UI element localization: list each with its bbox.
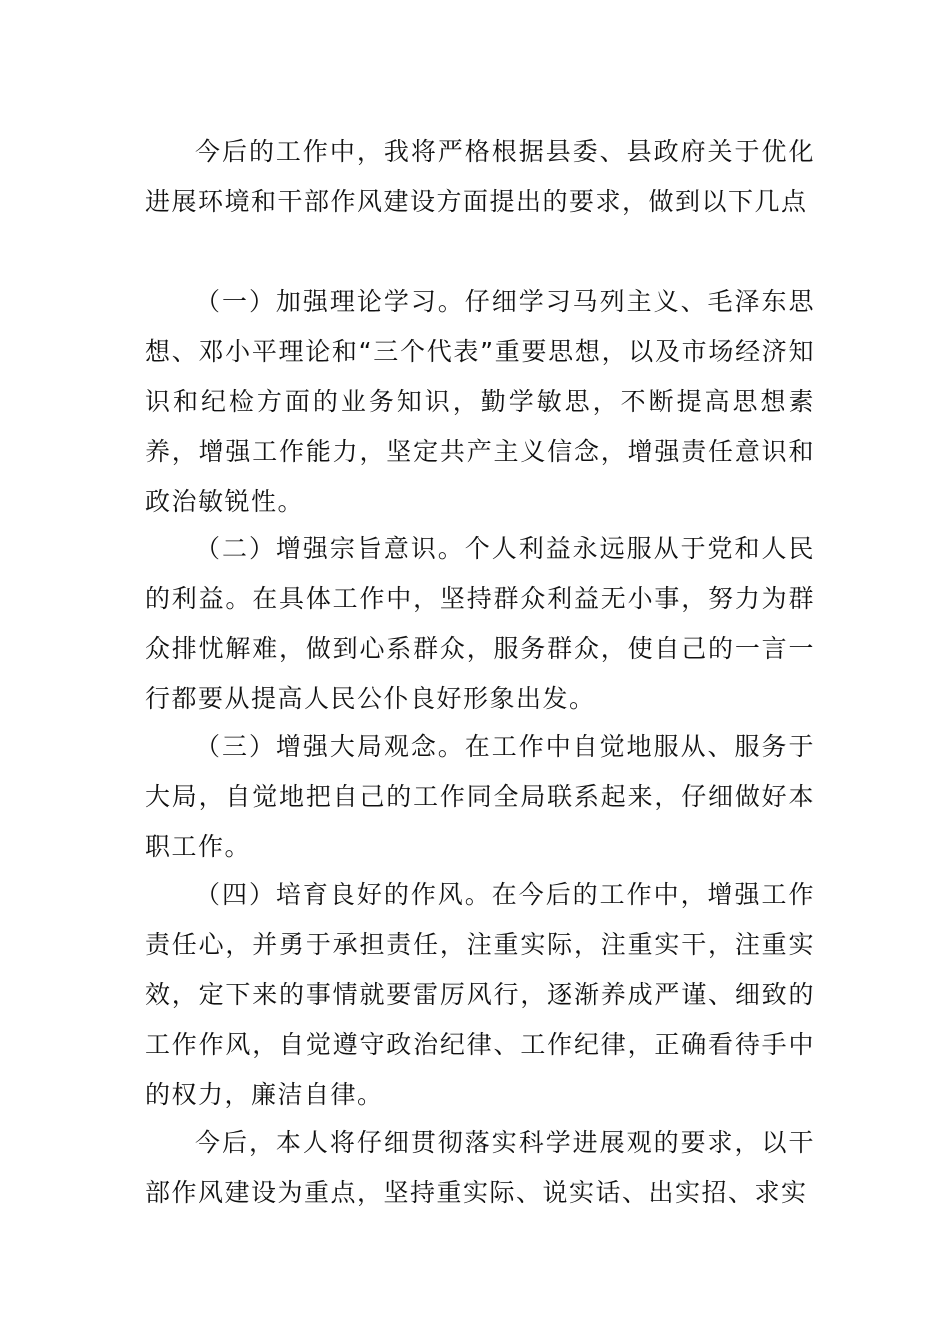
point-three-paragraph: （三）增强大局观念。在工作中自觉地服从、服务于大局，自觉地把自己的工作同全局联系起来，仔细做好本职工作。 [145,732,815,861]
point-four-paragraph: （四）培育良好的作风。在今后的工作中，增强工作责任心，并勇于承担责任，注重实际，注重实干，注重实效，定下来的事情就要雷厉风行，逐渐养成严谨、细致的工作作风，自觉遵守政治纪律、工作纪律，正确看待手中的权力，廉洁自律。 [145,880,815,1109]
point-two-paragraph: （二）增强宗旨意识。个人利益永远服从于党和人民的利益。在具体工作中，坚持群众利益无小事，努力为群众排忧解难，做到心系群众，服务群众，使自己的一言一行都要从提高人民公仆良好形象出发。 [145,534,815,713]
intro-paragraph: 今后的工作中，我将严格根据县委、县政府关于优化进展环境和干部作风建设方面提出的要求，做到以下几点 [145,137,815,216]
point-one-paragraph: （一）加强理论学习。仔细学习马列主义、毛泽东思想、邓小平理论和“三个代表”重要思想，以及市场经济知识和纪检方面的业务知识，勤学敏思，不断提高思想素养，增强工作能力，坚定共产主义信念，增强责任意识和政治敏锐性。 [145,287,815,516]
closing-paragraph: 今后，本人将仔细贯彻落实科学进展观的要求，以干部作风建设为重点，坚持重实际、说实话、出实招、求实 [145,1128,815,1207]
